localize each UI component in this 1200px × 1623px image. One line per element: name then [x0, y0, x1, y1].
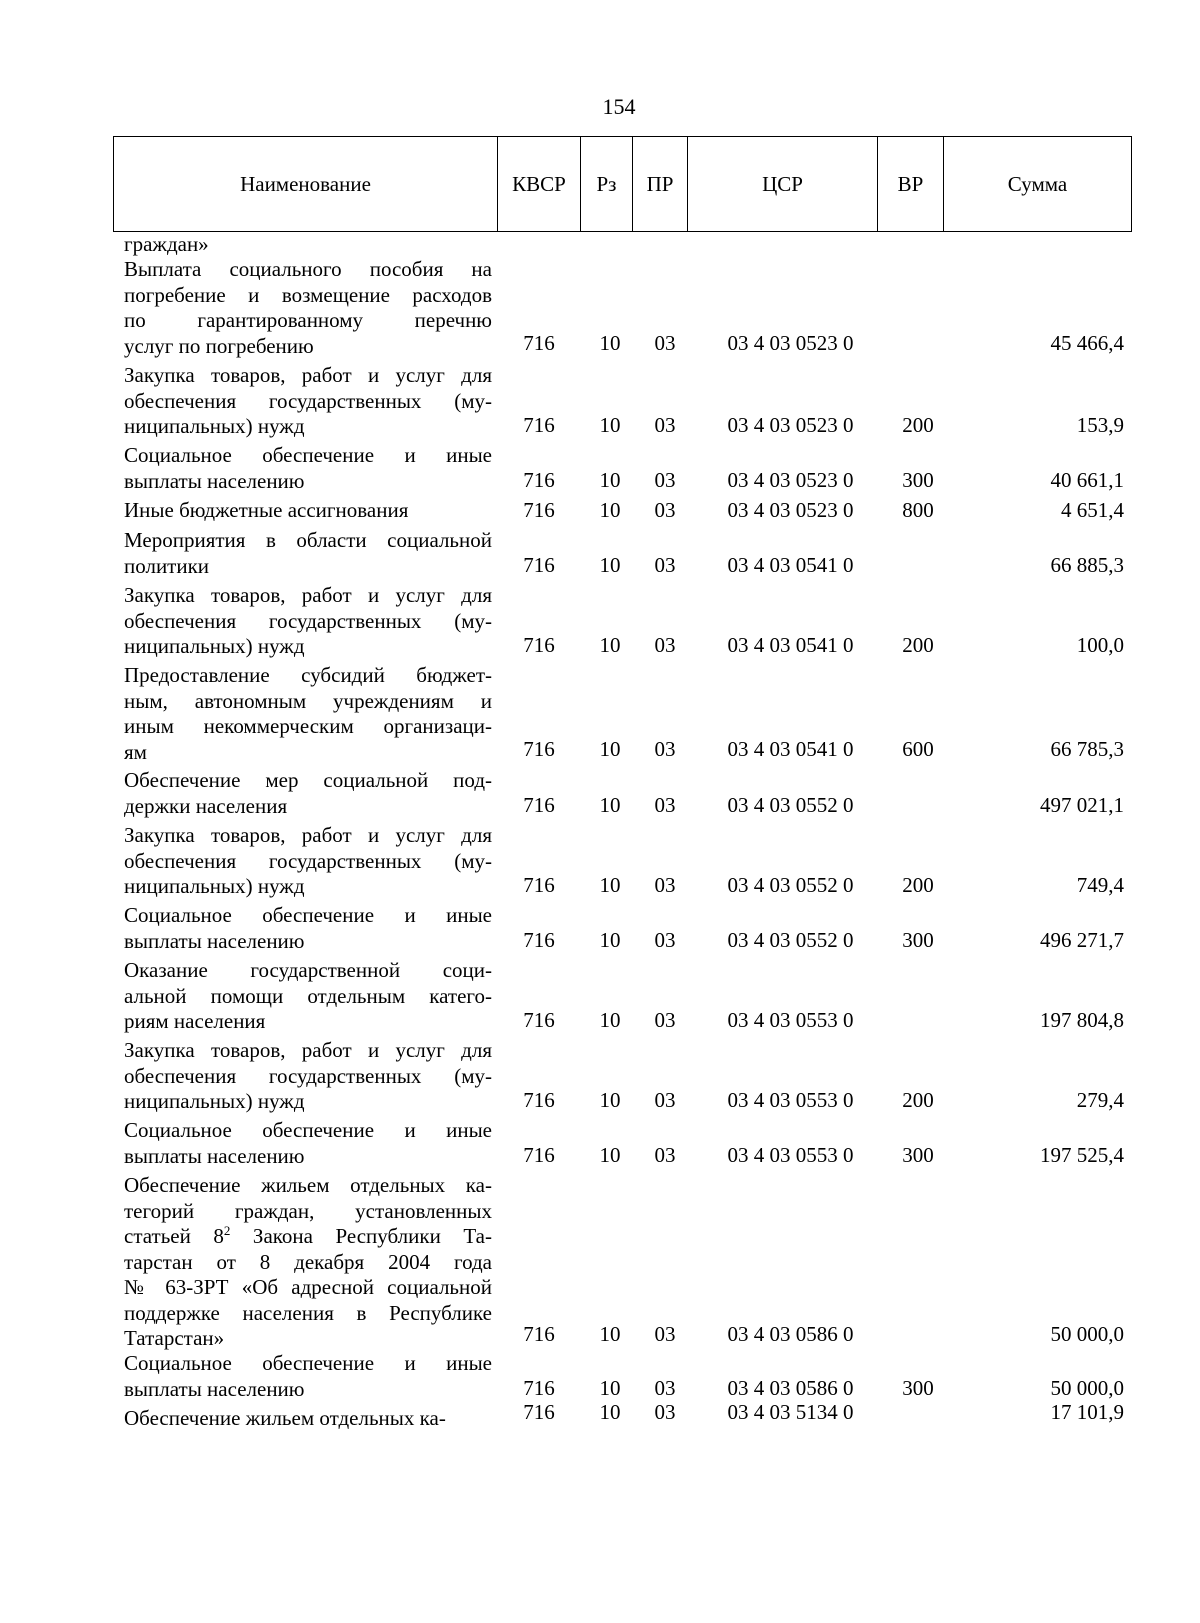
- row-sum: 197 525,4: [1040, 1142, 1124, 1167]
- row-pr: 03: [654, 1321, 676, 1346]
- row-csr: 03 4 03 0541 0: [727, 737, 854, 762]
- row-name-line: Социальное обеспечение и иные: [124, 1118, 492, 1142]
- row-csr: 03 4 03 0541 0: [727, 632, 854, 657]
- row-name-line: выплаты населению: [124, 1143, 305, 1168]
- header-sum: Сумма: [944, 137, 1132, 232]
- row-name-line: обеспечения государственных (му-: [124, 848, 492, 873]
- row-csr: 03 4 03 0523 0: [727, 412, 854, 437]
- row-pr: 03: [654, 412, 676, 437]
- row-kvsr: 716: [523, 412, 555, 437]
- row-csr: 03 4 03 0523 0: [727, 467, 854, 492]
- row-kvsr: 716: [523, 1375, 555, 1400]
- row-name: [124, 257, 492, 359]
- row-vr: 300: [902, 927, 934, 952]
- row-name: [124, 768, 492, 819]
- row-vr: 200: [902, 412, 934, 437]
- row-rz: 10: [599, 1400, 621, 1424]
- row-rz: 10: [599, 1007, 621, 1032]
- row-csr: 03 4 03 0552 0: [727, 872, 854, 897]
- row-sum: 66 885,3: [1050, 552, 1124, 577]
- row-name-line: поддержке населения в Республике: [124, 1300, 492, 1325]
- row-name-line: Оказание государственной соци-: [124, 958, 492, 982]
- row-kvsr: 716: [523, 872, 555, 897]
- row-pr: 03: [654, 552, 676, 577]
- header-name: Наименование: [114, 137, 498, 232]
- row-rz: 10: [599, 498, 621, 522]
- row-name: [124, 823, 492, 900]
- row-pr: 03: [654, 632, 676, 657]
- row-rz: 10: [599, 737, 621, 762]
- row-sum: 40 661,1: [1050, 467, 1124, 492]
- row-name-line: выплаты населению: [124, 468, 305, 493]
- row-pr: 03: [654, 331, 676, 356]
- continuation-text: граждан»: [124, 232, 209, 256]
- row-sum: 50 000,0: [1050, 1321, 1124, 1346]
- row-name-line: Закупка товаров, работ и услуг для: [124, 823, 492, 847]
- row-name-line: Обеспечение жильем отдельных ка-: [124, 1406, 446, 1430]
- row-kvsr: 716: [523, 552, 555, 577]
- row-name-line: ям: [124, 739, 147, 764]
- row-rz: 10: [599, 1321, 621, 1346]
- row-name-line: ным, автономным учреждениям и: [124, 688, 492, 713]
- row-name-line: держки населения: [124, 793, 288, 818]
- row-name-line: ниципальных) нужд: [124, 634, 305, 658]
- row-vr: 200: [902, 632, 934, 657]
- row-name-line: политики: [124, 553, 210, 578]
- row-csr: 03 4 03 5134 0: [727, 1400, 854, 1424]
- row-vr: 600: [902, 737, 934, 762]
- row-kvsr: 716: [523, 792, 555, 817]
- row-csr: 03 4 03 0523 0: [727, 331, 854, 356]
- row-sum: 4 651,4: [1061, 498, 1124, 522]
- row-name: [124, 528, 492, 579]
- row-name-line: услуг по погребению: [124, 333, 314, 358]
- row-pr: 03: [654, 1087, 676, 1112]
- row-rz: 10: [599, 467, 621, 492]
- row-csr: 03 4 03 0523 0: [727, 498, 854, 522]
- row-vr: 200: [902, 1087, 934, 1112]
- row-name-line: альной помощи отдельным катего-: [124, 983, 492, 1008]
- header-pr: ПР: [633, 137, 688, 232]
- row-rz: 10: [599, 412, 621, 437]
- header-vr: ВР: [878, 137, 944, 232]
- row-name: [124, 958, 492, 1035]
- row-name: [124, 1038, 492, 1115]
- row-name-line: иным некоммерческим организаци-: [124, 714, 492, 738]
- row-name-line: Закупка товаров, работ и услуг для: [124, 1038, 492, 1062]
- row-sum: 45 466,4: [1050, 331, 1124, 356]
- row-name-line: выплаты населению: [124, 1376, 305, 1401]
- row-name-line: Закупка товаров, работ и услуг для: [124, 363, 492, 387]
- row-name: [124, 1406, 492, 1432]
- row-name-line: Обеспечение мер социальной под-: [124, 768, 492, 792]
- row-name-line: риям населения: [124, 1009, 266, 1033]
- row-kvsr: 716: [523, 331, 555, 356]
- row-vr: 300: [902, 1375, 934, 1400]
- row-pr: 03: [654, 872, 676, 897]
- row-name-line: обеспечения государственных (му-: [124, 388, 492, 413]
- row-pr: 03: [654, 1400, 676, 1424]
- row-kvsr: 716: [523, 1321, 555, 1346]
- row-name-line: статьей $8^2$ Закона Республики Та-: [124, 1223, 492, 1248]
- row-sum: 153,9: [1076, 412, 1124, 437]
- row-rz: 10: [599, 1375, 621, 1400]
- row-name-line: ниципальных) нужд: [124, 874, 305, 898]
- row-sum: 496 271,7: [1040, 927, 1124, 952]
- row-pr: 03: [654, 1375, 676, 1400]
- row-name-line: Закупка товаров, работ и услуг для: [124, 583, 492, 607]
- row-name-line: ниципальных) нужд: [124, 1089, 305, 1113]
- row-csr: 03 4 03 0553 0: [727, 1007, 854, 1032]
- row-name-line: тегорий граждан, установленных: [124, 1198, 492, 1223]
- row-sum: 100,0: [1076, 632, 1124, 657]
- row-vr: 300: [902, 1142, 934, 1167]
- row-name: [124, 663, 492, 765]
- row-csr: 03 4 03 0553 0: [727, 1087, 854, 1112]
- row-name-line: Татарстан»: [124, 1326, 225, 1350]
- row-name-line: тарстан от 8 декабря 2004 года: [124, 1249, 492, 1274]
- row-name-line: Предоставление субсидий бюджет-: [124, 663, 492, 687]
- row-rz: 10: [599, 927, 621, 952]
- row-csr: 03 4 03 0586 0: [727, 1375, 854, 1400]
- row-name-line: по гарантированному перечню: [124, 308, 492, 332]
- row-name-line: обеспечения государственных (му-: [124, 1063, 492, 1088]
- row-kvsr: 716: [523, 1400, 555, 1424]
- header-kvsr: КВСР: [498, 137, 581, 232]
- row-name-line: ниципальных) нужд: [124, 414, 305, 438]
- row-name: [124, 443, 492, 494]
- row-pr: 03: [654, 1007, 676, 1032]
- row-vr: 300: [902, 467, 934, 492]
- row-name: [124, 903, 492, 954]
- row-pr: 03: [654, 792, 676, 817]
- row-csr: 03 4 03 0552 0: [727, 927, 854, 952]
- row-sum: 749,4: [1076, 872, 1124, 897]
- row-csr: 03 4 03 0541 0: [727, 552, 854, 577]
- row-sum: 279,4: [1076, 1087, 1124, 1112]
- row-name-line: Социальное обеспечение и иные: [124, 443, 492, 467]
- row-name: [124, 583, 492, 660]
- row-name-line: выплаты населению: [124, 928, 305, 953]
- row-name-line: Выплата социального пособия на: [124, 257, 492, 281]
- row-name: [124, 1351, 492, 1402]
- row-name-line: № 63-ЗРТ «Об адресной социальной: [124, 1275, 492, 1299]
- row-pr: 03: [654, 1142, 676, 1167]
- row-rz: 10: [599, 552, 621, 577]
- row-vr: 200: [902, 872, 934, 897]
- row-name: [124, 1173, 492, 1352]
- row-pr: 03: [654, 467, 676, 492]
- row-rz: 10: [599, 1142, 621, 1167]
- row-name-line: Мероприятия в области социальной: [124, 528, 492, 552]
- row-kvsr: 716: [523, 927, 555, 952]
- row-kvsr: 716: [523, 467, 555, 492]
- row-sum: 50 000,0: [1050, 1375, 1124, 1400]
- row-kvsr: 716: [523, 1087, 555, 1112]
- header-csr: ЦСР: [688, 137, 878, 232]
- row-name-line: Иные бюджетные ассигнования: [124, 498, 409, 522]
- row-pr: 03: [654, 498, 676, 522]
- row-csr: 03 4 03 0553 0: [727, 1142, 854, 1167]
- row-name-line: обеспечения государственных (му-: [124, 608, 492, 633]
- row-csr: 03 4 03 0586 0: [727, 1321, 854, 1346]
- row-vr: 800: [902, 498, 934, 522]
- row-kvsr: 716: [523, 737, 555, 762]
- page-number: 154: [602, 94, 636, 119]
- row-rz: 10: [599, 632, 621, 657]
- row-name: [124, 498, 492, 524]
- row-rz: 10: [599, 1087, 621, 1112]
- row-kvsr: 716: [523, 1142, 555, 1167]
- row-rz: 10: [599, 792, 621, 817]
- row-pr: 03: [654, 927, 676, 952]
- row-csr: 03 4 03 0552 0: [727, 792, 854, 817]
- row-sum: 17 101,9: [1050, 1400, 1124, 1424]
- row-kvsr: 716: [523, 632, 555, 657]
- header-rz: Рз: [581, 137, 633, 232]
- row-rz: 10: [599, 331, 621, 356]
- row-name-line: Социальное обеспечение и иные: [124, 903, 492, 927]
- row-name: [124, 363, 492, 440]
- row-sum: 197 804,8: [1040, 1007, 1124, 1032]
- row-sum: 66 785,3: [1050, 737, 1124, 762]
- row-sum: 497 021,1: [1040, 792, 1124, 817]
- row-name-line: погребение и возмещение расходов: [124, 282, 492, 307]
- row-kvsr: 716: [523, 1007, 555, 1032]
- row-name: [124, 1118, 492, 1169]
- row-rz: 10: [599, 872, 621, 897]
- row-kvsr: 716: [523, 498, 555, 522]
- row-name-line: Обеспечение жильем отдельных ка-: [124, 1173, 492, 1197]
- row-pr: 03: [654, 737, 676, 762]
- row-name-line: Социальное обеспечение и иные: [124, 1351, 492, 1375]
